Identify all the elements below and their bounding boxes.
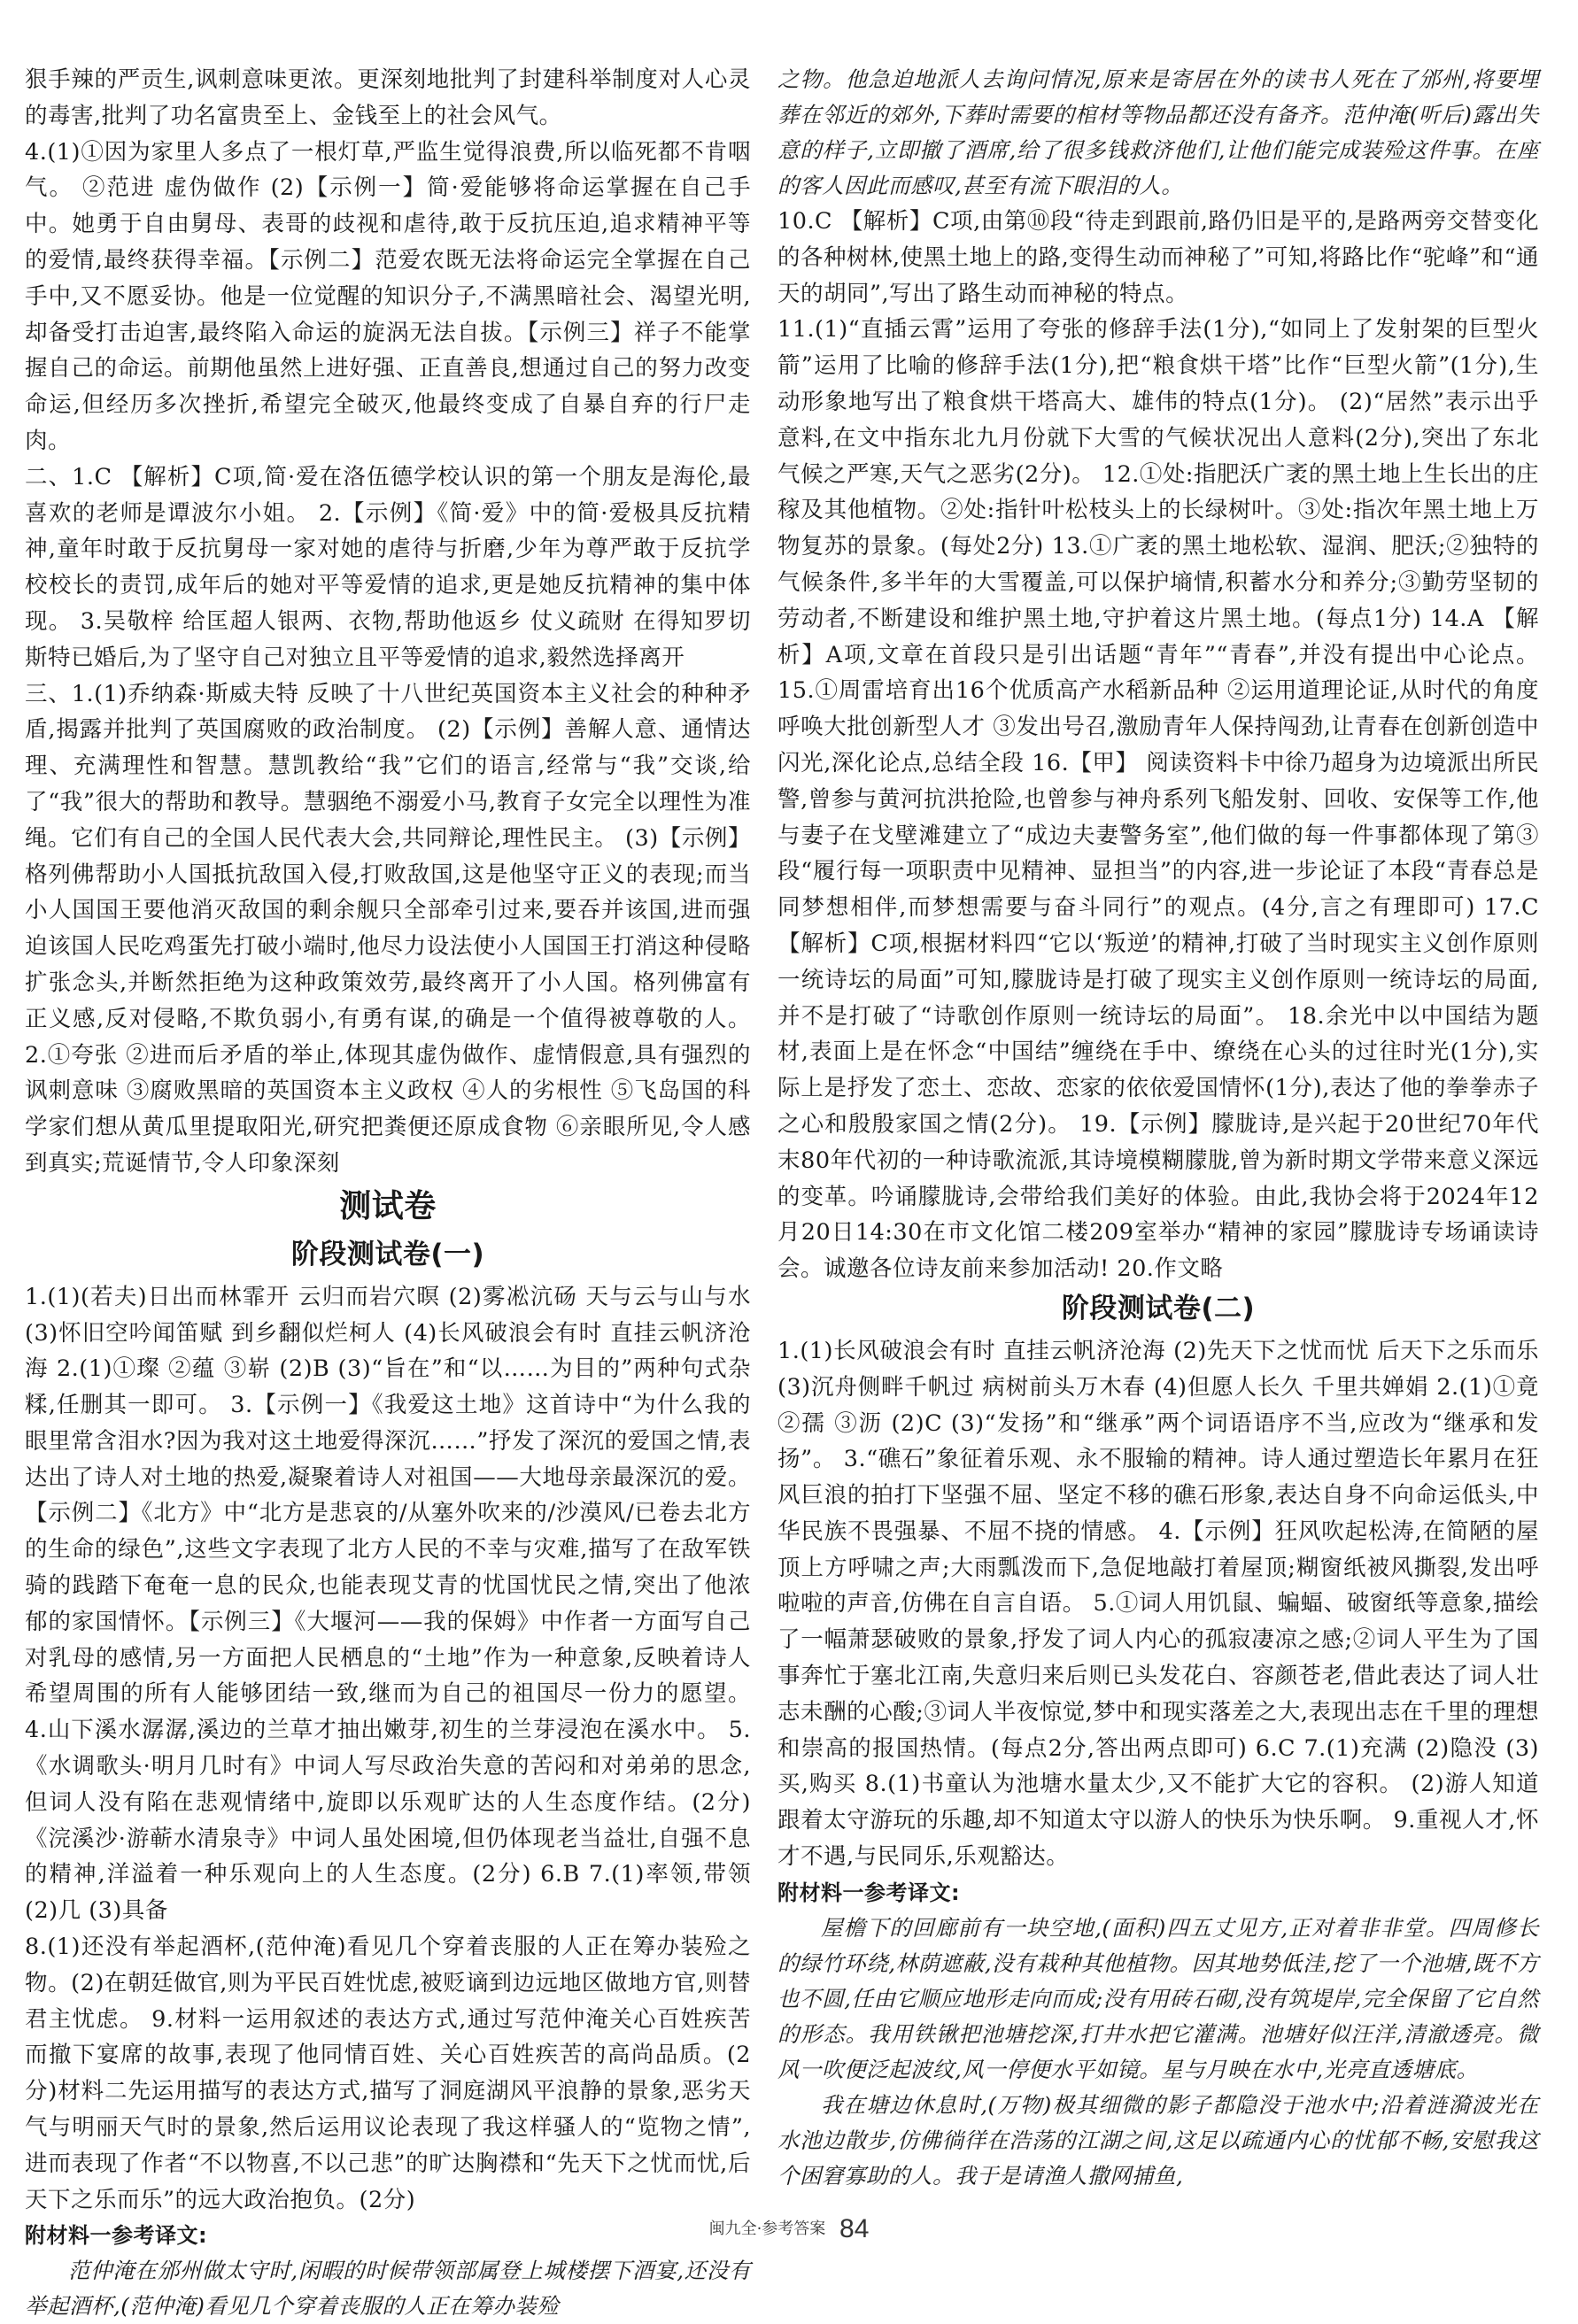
right-column (777, 62, 1539, 2194)
answer-paragraph: 狠手辣的严贡生,讽刺意味更浓。更深刻地批判了封建科举制度对人心灵的毒害,批判了功名富贵至上、金钱至上的社会风气。 (25, 66, 751, 129)
appendix-heading: 附材料一参考译文: (25, 2223, 208, 2249)
appendix-heading: 附材料一参考译文: (777, 1880, 961, 1905)
footer-label: 闽九全·参考答案 (708, 2220, 826, 2238)
answer-paragraph: 4.(1)①因为家里人多点了一根灯草,严监生觉得浪费,所以临死都不肯咽气。 ②范进 虚伪做作 (2)【示例一】简·爱能够将命运掌握在自己手中。她勇于自由舅母、表哥的歧视和虐待,敢于反抗压迫,追求精神平等的爱情,最终获得幸福。【示例二】范爱农既无法将命运完全掌握在自己手中,又不愿妥协。他是一位觉醒的知识分子,不满黑暗社会、渴望光明,却备受打击迫害,最终陷入命运的旋涡无法自拔。【示例三】祥子不能掌握自己的命运。前期他虽然上进好强、正直善良,想通过自己的努力改变命运,但经历多次挫折,希望完全破灭,他最终变成了自暴自弃的行尸走肉。 (25, 138, 751, 454)
page-footer (0, 2214, 1578, 2244)
left-column (25, 62, 751, 2324)
stage-test-1-title: 阶段测试卷(一) (290, 1238, 485, 1270)
answer-paragraph: 1.(1)(若夫)日出而林霏开 云归而岩穴暝 (2)雾凇沆砀 天与云与山与水 (3)怀旧空吟闻笛赋 到乡翻似烂柯人 (4)长风破浪会有时 直挂云帆济沧海 2.(1)①璨 ②蕴 ③崭 (2)B (3)“旨在”和“以……为目的”两种句式杂糅,任删其一即可。 3.【示例一】《我爱这土地》这首诗中“为什么我的眼里常含泪水?因为我对这土地爱得深沉……”抒发了深沉的爱国之情,表达出了诗人对土地的热爱,凝聚着诗人对祖国——大地母亲最深沉的爱。【示例二】《北方》中“北方是悲哀的/从塞外吹来的/沙漠风/已卷去北方的生命的绿色”,这些文字表现了北方人民的不幸与灾难,描写了在敌军铁骑的践踏下奄奄一息的民众,也能表现艾青的忧国忧民之情,突出了他浓郁的家国情怀。【示例三】《大堰河——我的保姆》中作者一方面写自己对乳母的感情,另一方面把人民栖息的“土地”作为一种意象,反映着诗人希望周围的所有人能够团结一致,继而为自己的祖国尽一份力的愿望。 4.山下溪水潺潺,溪边的兰草才抽出嫩芽,初生的兰芽浸泡在溪水中。 5.《水调歌头·明月几时有》中词人写尽政治失意的苦闷和对弟弟的思念,但词人没有陷在悲观情绪中,旋即以乐观旷达的人生态度作结。(2分)《浣溪沙·游蕲水清泉寺》中词人虽处困境,但仍体现老当益壮,自强不息的精神,洋溢着一种乐观向上的人生态度。(2分) 6.B 7.(1)率领,带领 (2)几 (3)具备 (25, 1283, 751, 1925)
answer-paragraph: 三、1.(1)乔纳森·斯威夫特 反映了十八世纪英国资本主义社会的种种矛盾,揭露并批判了英国腐败的政治制度。 (2)【示例】善解人意、通情达理、充满理性和智慧。慧凯教给“我”它们的语言,经常与“我”交谈,给了“我”很大的帮助和教导。慧骃绝不溺爱小马,教育子女完全以理性为准绳。它们有自己的全国人民代表大会,共同辩论,理性民主。 (3)【示例】格列佛帮助小人国抵抗敌国入侵,打败敌国,这是他坚守正义的表现;而当小人国国王要他消灭敌国的剩余舰只全部牵引过来,要吞并该国,进而强迫该国人民吃鸡蛋先打破小端时,他尽力设法使小人国国王打消这种侵略扩张念头,并断然拒绝为这种政策效劳,最终离开了小人国。格列佛富有正义感,反对侵略,不欺负弱小,有勇有谋,的确是一个值得被尊敬的人。 2.①夸张 ②进而后矛盾的举止,体现其虚伪做作、虚情假意,具有强烈的讽刺意味 ③腐败黑暗的英国资本主义政权 ④人的劣根性 ⑤飞岛国的科学家们想从黄瓜里提取阳光,研究把粪便还原成食物 ⑥亲眼所见,令人感到真实;荒诞情节,令人印象深刻 (25, 680, 751, 1177)
answer-paragraph: 1.(1)长风破浪会有时 直挂云帆济沧海 (2)先天下之忧而忧 后天下之乐而乐 (3)沉舟侧畔千帆过 病树前头万木春 (4)但愿人长久 千里共婵娟 2.(1)①竟 ②孺 ③沥 (2)C (3)“发扬”和“继承”两个词语语序不当,应改为“继承和发扬”。 3.“礁石”象征着乐观、永不服输的精神。诗人通过塑造长年累月在狂风巨浪的拍打下坚强不屈、坚定不移的礁石形象,表达自身不向命运低头,中华民族不畏强暴、不屈不挠的情感。 4.【示例】狂风吹起松涛,在简陋的屋顶上方呼啸之声;大雨瓢泼而下,急促地敲打着屋顶;糊窗纸被风撕裂,发出呼啦啦的声音,仿佛在自言自语。 5.①词人用饥鼠、蝙蝠、破窗纸等意象,描绘了一幅萧瑟破败的景象,抒发了词人内心的孤寂凄凉之感;②词人平生为了国事奔忙于塞北江南,失意归来后则已头发花白、容颜苍老,借此表达了词人壮志未酬的心酸;③词人半夜惊觉,梦中和现实落差之大,表现出志在千里的理想和崇高的报国热情。(每点2分,答出两点即可) 6.C 7.(1)充满 (2)隐没 (3)买,购买 8.(1)书童认为池塘水量太少,又不能扩大它的容积。 (2)游人知道跟着太守游玩的乐趣,却不知道太守以游人的快乐为快乐啊。 9.重视人才,怀才不遇,与民同乐,乐观豁达。 (777, 1337, 1539, 1871)
test-section-title: 测试卷 (339, 1187, 437, 1224)
answer-paragraph: 10.C 【解析】C项,由第⑩段“待走到跟前,路仍旧是平的,是路两旁交替变化的各种树林,使黑土地上的路,变得生动而神秘了”可知,将路比作“驼峰”和“通天的胡同”,写出了路生动而神秘的特点。 (777, 208, 1539, 307)
translation-paragraph: 我在塘边休息时,(万物)极其细微的影子都隐没于池水中;沿着涟漪波光在水池边散步,仿佛徜徉在浩荡的江湖之间,这足以疏通内心的忧郁不畅,安慰我这个困窘寡助的人。我于是请渔人撒网捕鱼, (777, 2091, 1539, 2189)
translation-paragraph: 之物。他急迫地派人去询问情况,原来是寄居在外的读书人死在了邠州,将要埋葬在邻近的郊外,下葬时需要的棺材等物品都还没有备齐。范仲淹(听后)露出失意的样子,立即撤了酒席,给了很多钱救济他们,让他们能完成装殓这件事。在座的客人因此而感叹,甚至有流下眼泪的人。 (777, 66, 1539, 198)
page-number: 84 (839, 2214, 870, 2243)
answer-paragraph: 二、1.C 【解析】C项,简·爱在洛伍德学校认识的第一个朋友是海伦,最喜欢的老师是谭波尔小姐。 2.【示例】《简·爱》中的简·爱极具反抗精神,童年时敢于反抗舅母一家对她的虐待与折磨,少年为尊严敢于反抗学校校长的责罚,成年后的她对平等爱情的追求,更是她反抗精神的集中体现。 3.吴敬梓 给匡超人银两、衣物,帮助他返乡 仗义疏财 在得知罗切斯特已婚后,为了坚守自己对独立且平等爱情的追求,毅然选择离开 (25, 463, 751, 671)
translation-paragraph: 屋檐下的回廊前有一块空地,(面积)四五丈见方,正对着非非堂。四周修长的绿竹环绕,林荫遮蔽,没有栽种其他植物。因其地势低洼,挖了一个池塘,既不方也不圆,任由它顺应地形走向而成;没有用砖石砌,没有筑堤岸,完全保留了它自然的形态。我用铁锹把池塘挖深,打井水把它灌满。池塘好似汪洋,清澈透亮。微风一吹便泛起波纹,风一停便水平如镜。星与月映在水中,光亮直透塘底。 (777, 1914, 1539, 2082)
translation-paragraph: 范仲淹在邠州做太守时,闲暇的时候带领部属登上城楼摆下酒宴,还没有举起酒杯,(范仲淹)看见几个穿着丧服的人正在筹办装殓 (25, 2258, 751, 2320)
answer-paragraph: 8.(1)还没有举起酒杯,(范仲淹)看见几个穿着丧服的人正在筹办装殓之物。(2)在朝廷做官,则为平民百姓忧虑,被贬谪到边远地区做地方官,则替君主忧虑。 9.材料一运用叙述的表达方式,通过写范仲淹关心百姓疾苦而撤下宴席的故事,表现了他同情百姓、关心百姓疾苦的高尚品质。(2分)材料二先运用描写的表达方式,描写了洞庭湖风平浪静的景象,恶劣天气与明丽天气时的景象,然后运用议论表现了我这样骚人的“览物之情”,进而表现了作者“不以物喜,不以己悲”的旷达胸襟和“先天下之忧而忧,后天下之乐而乐”的远大政治抱负。(2分) (25, 1934, 751, 2213)
stage-test-2-title: 阶段测试卷(二) (1061, 1292, 1256, 1324)
answer-paragraph: 11.(1)“直插云霄”运用了夸张的修辞手法(1分),“如同上了发射架的巨型火箭”运用了比喻的修辞手法(1分),把“粮食烘干塔”比作“巨型火箭”(1分),生动形象地写出了粮食烘干塔高大、雄伟的特点(1分)。 (2)“居然”表示出乎意料,在文中指东北九月份就下大雪的气候状况出人意料(2分),突出了东北气候之严寒,天气之恶劣(2分)。 12.①处:指肥沃广袤的黑土地上生长出的庄稼及其他植物。②处:指针叶松枝头上的长绿树叶。③处:指次年黑土地上万物复苏的景象。(每处2分) 13.①广袤的黑土地松软、湿润、肥沃;②独特的气候条件,多半年的大雪覆盖,可以保护墒情,积蓄水分和养分;③勤劳坚韧的劳动者,不断建设和维护黑土地,守护着这片黑土地。(每点1分) 14.A 【解析】A项,文章在首段只是引出话题“青年”“青春”,并没有提出中心论点。 15.①周雷培育出16个优质高产水稻新品种 ②运用道理论证,从时代的角度呼唤大批创新型人才 ③发出号召,激励青年人保持闯劲,让青春在创新创造中闪光,深化论点,总结全段 16.【甲】 阅读资料卡中徐乃超身为边境派出所民警,曾参与黄河抗洪抢险,也曾参与神舟系列飞船发射、回收、安保等工作,他与妻子在戈壁滩建立了“成边夫妻警务室”,他们做的每一件事都体现了第③段“履行每一项职责中见精神、显担当”的内容,进一步论证了本段“青春总是同梦想相伴,而梦想需要与奋斗同行”的观点。(4分,言之有理即可) 17.C 【解析】C项,根据材料四“它以‘叛逆’的精神,打破了当时现实主义创作原则一统诗坛的局面”可知,朦胧诗是打破了现实主义创作原则一统诗坛的局面,并不是打破了“诗歌创作原则一统诗坛的局面”。 18.余光中以中国结为题材,表面上是在怀念“中国结”缠绕在手中、缭绕在心头的过往时光(1分),实际上是抒发了恋土、恋故、恋家的依依爱国情怀(1分),表达了他的拳拳赤子之心和殷殷家国之情(2分)。 19.【示例】朦胧诗,是兴起于20世纪70年代末80年代初的一种诗歌流派,其诗境模糊朦胧,曾为新时期文学带来意义深远的变革。吟诵朦胧诗,会带给我们美好的体验。由此,我协会将于2024年12月20日14:30在市文化馆二楼209室举办“精神的家园”朦胧诗专场诵读诗会。诚邀各位诗友前来参加活动! 20.作文略 (777, 316, 1539, 1283)
